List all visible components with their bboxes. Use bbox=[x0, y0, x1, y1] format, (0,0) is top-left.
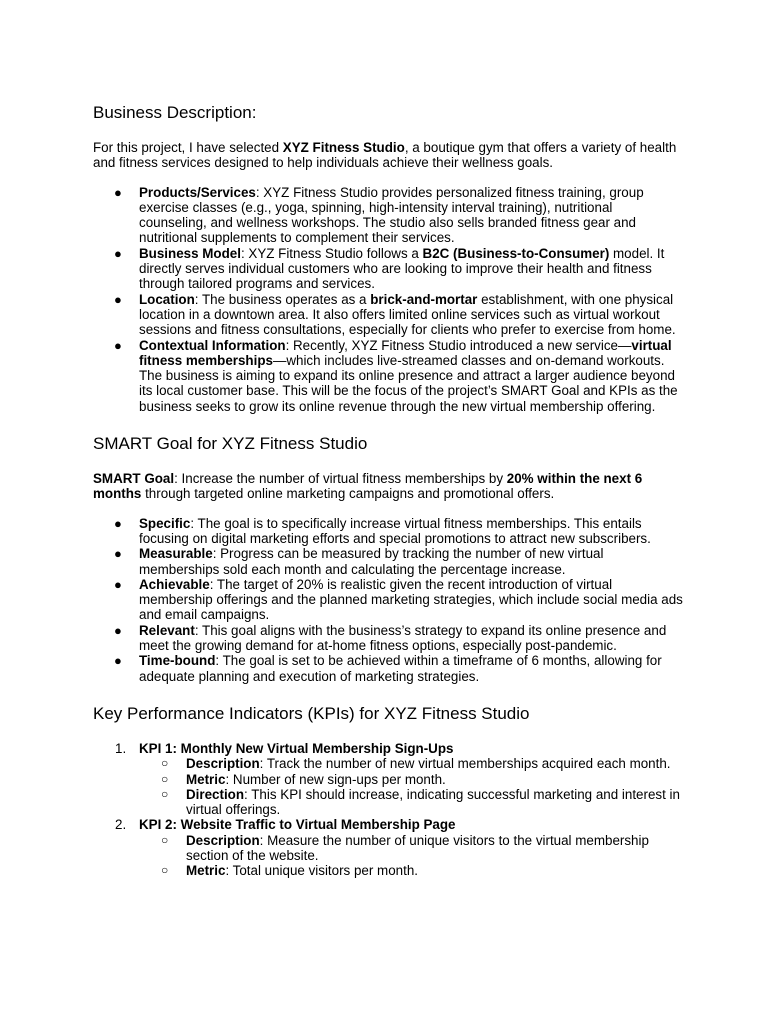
bullet-icon: ● bbox=[114, 337, 122, 353]
kpi-number: 1. bbox=[115, 740, 127, 756]
item-label: Location bbox=[139, 291, 195, 307]
hollow-bullet-icon: ○ bbox=[161, 786, 169, 801]
hollow-bullet-icon: ○ bbox=[161, 756, 169, 771]
kpi-detail-description: ○ Description: Track the number of new virtual memberships acquired each month. bbox=[161, 756, 671, 772]
kpi-details bbox=[139, 833, 683, 879]
item-label: Business Model bbox=[139, 245, 241, 261]
list-item-time-bound: ● Time-bound: The goal is set to be achieved within a timeframe of 6 months, allowing for adequate planning and execution of marketing strategies. bbox=[114, 653, 662, 684]
bullet-icon: ● bbox=[114, 622, 122, 638]
bullet-icon: ● bbox=[114, 245, 122, 261]
list-item-measurable: ● Measurable: Progress can be measured by tracking the number of new virtual memberships sold each month and calculating the percentage increase. bbox=[114, 546, 604, 577]
bullet-icon: ● bbox=[114, 546, 122, 562]
list-item-business-model: ● Business Model: XYZ Fitness Studio follows a B2C (Business-to-Consumer) model. It directly serves individual customers who are looking to improve their health and fitness through tailored programs and services. bbox=[114, 245, 665, 292]
smart-goal-paragraph: SMART Goal: Increase the number of virtual fitness memberships by 20% within the next 6 months through targeted online marketing campaigns and promotional offers. bbox=[93, 471, 643, 502]
item-label: Measurable bbox=[139, 546, 213, 562]
kpi-title: KPI 2: Website Traffic to Virtual Membership Page bbox=[139, 817, 456, 833]
kpi-detail-metric: ○ Metric: Total unique visitors per month. bbox=[161, 863, 418, 879]
kpi-detail-description: ○ Description: Measure the number of unique visitors to the virtual membership section of the website. bbox=[161, 832, 649, 863]
bullet-icon: ● bbox=[114, 576, 122, 592]
list-item-specific: ● Specific: The goal is to specifically increase virtual fitness memberships. This entails focusing on digital marketing efforts and special promotions to attract new subscribers. bbox=[114, 515, 651, 546]
list-item-relevant: ● Relevant: This goal aligns with the business’s strategy to expand its online presence and meet the growing demand for at-home fitness options, especially post-pandemic. bbox=[114, 622, 667, 654]
item-label: Products/Services bbox=[139, 184, 256, 200]
intro-paragraph: For this project, I have selected XYZ Fitness Studio, a boutique gym that offers a variety of health and fitness services designed to help individuals achieve their wellness goals. bbox=[93, 140, 677, 171]
kpi-item bbox=[93, 817, 683, 878]
kpi-detail-metric: ○ Metric: Number of new sign-ups per month. bbox=[161, 771, 446, 787]
bullet-icon: ● bbox=[114, 291, 122, 307]
hollow-bullet-icon: ○ bbox=[161, 771, 169, 786]
heading-smart-goal: SMART Goal for XYZ Fitness Studio bbox=[93, 434, 368, 454]
bullet-icon: ● bbox=[114, 515, 122, 531]
kpi-detail-direction: ○ Direction: This KPI should increase, indicating successful marketing and interest in virtual offerings. bbox=[161, 786, 680, 818]
document-content bbox=[93, 96, 683, 879]
list-item-contextual-information: ● Contextual Information: Recently, XYZ Fitness Studio introduced a new service—virtual fitness memberships—which includes live-streamed classes and on-demand workouts. The business is aiming to expand its online presence and attract a larger audience beyond its local customer base. This will be the focus of the project’s SMART Goal and KPIs as the business seeks to grow its online revenue through the new virtual membership offering. bbox=[114, 337, 678, 414]
item-label: Contextual Information bbox=[139, 337, 286, 353]
heading-kpis: Key Performance Indicators (KPIs) for XYZ Fitness Studio bbox=[93, 703, 530, 723]
hollow-bullet-icon: ○ bbox=[161, 832, 169, 847]
heading-business-description: Business Description: bbox=[93, 103, 257, 122]
smart-criteria-list bbox=[93, 516, 683, 684]
item-label: Achievable bbox=[139, 576, 210, 592]
business-details-list bbox=[93, 185, 683, 414]
kpi-title: KPI 1: Monthly New Virtual Membership Sign-Ups bbox=[139, 740, 454, 756]
list-item-achievable: ● Achievable: The target of 20% is realistic given the recent introduction of virtual membership offerings and the planned marketing strategies, which include social media ads and email campaigns. bbox=[114, 576, 683, 623]
item-label: Specific bbox=[139, 515, 191, 531]
list-item-products-services: ● Products/Services: XYZ Fitness Studio provides personalized fitness training, group exercise classes (e.g., yoga, spinning, high-intensity interval training), nutritional counseling, and wellness workshops. The studio also sells branded fitness gear and nutritional supplements to complement their services. bbox=[114, 184, 644, 246]
bullet-icon: ● bbox=[114, 653, 122, 669]
item-label: Relevant bbox=[139, 622, 195, 638]
kpi-list bbox=[93, 741, 683, 879]
kpi-details bbox=[139, 756, 683, 817]
kpi-number: 2. bbox=[115, 817, 127, 833]
hollow-bullet-icon: ○ bbox=[161, 863, 169, 878]
kpi-item bbox=[93, 741, 683, 817]
bullet-icon: ● bbox=[114, 184, 122, 200]
item-label: Time-bound bbox=[139, 653, 216, 669]
list-item-location: ● Location: The business operates as a brick-and-mortar establishment, with one physical location in a downtown area. It also offers limited online services such as virtual workout sessions and fitness consultations, especially for clients who prefer to exercise from home. bbox=[114, 291, 676, 338]
business-name: XYZ Fitness Studio bbox=[282, 140, 405, 155]
